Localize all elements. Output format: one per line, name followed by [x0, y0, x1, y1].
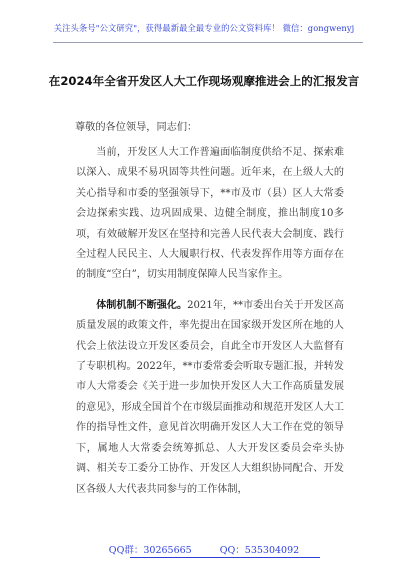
document-body [76, 143, 344, 500]
header-divider [53, 42, 363, 43]
qq-group-number: QQ群：30265665 [108, 545, 192, 556]
paragraph [76, 296, 344, 500]
qq-number: QQ：535304092 [219, 545, 300, 556]
salutation: 尊敬的各位领导，同志们： [75, 122, 198, 133]
document-title: 在2024年全省开发区人大工作现场观摩推进会上的汇报发言 [48, 74, 360, 88]
paragraph-text: 2021年，**市委出台关于开发区高质量发展的政策文件，率先提出在国家级开发区所在地的人代会上依法设立开发区委员会，自此全市开发区人大监督有了专职机构。2022年，**市委常委会听取专题汇报，并转发市人大常委会《关于进一步加快开发区人大工作高质量发展的意见》，形成全国首个在市级层面推动和规范开发区人大工作的指导性文件，意见首次明确开发区人大工作在党的领导下，属地人大常委会统筹抓总、人大开发区委员会牵头协调、相关专工委分工协作、开发区人大组织协同配合、开发区各级人大代表共同参与的工作体制， [76, 299, 345, 495]
paragraph-lead-heading: 体制机制不断强化。 [96, 299, 188, 311]
header-banner: 关注头条号"公文研究"，获得最新最全最专业的公文资料库！ 微信：gongwenyj [53, 23, 355, 33]
footer-contact [0, 542, 408, 556]
paragraph: 当前，开发区人大工作普遍面临制度供给不足、探索难以深入、成果不易巩固等共性问题。近年来，在上级人大的关心指导和市委的坚强领导下，**市及市（县）区人大常委会边探索实践、边巩固成果、边健全制度，推出制度10多项，有效破解开发区在坚持和完善人民代表大会制度、践行全过程人民民主、人大履职行权、代表发挥作用等方面存在的制度“空白”，切实用制度保障人民当家作主。 [76, 147, 344, 281]
footer-divider [130, 557, 320, 558]
